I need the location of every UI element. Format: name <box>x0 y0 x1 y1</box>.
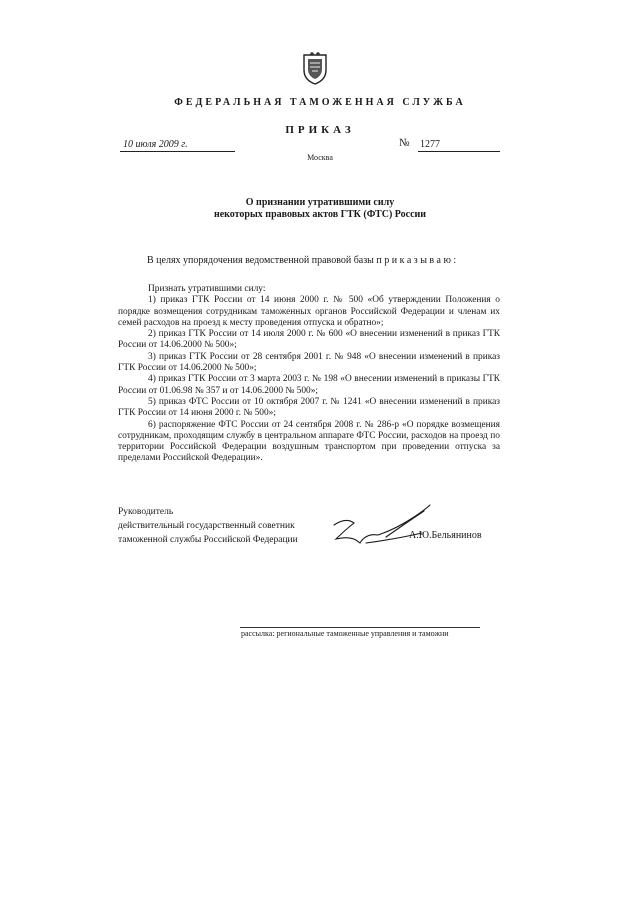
list-item: 4) приказ ГТК России от 3 марта 2003 г. № 198 «О внесении изменений в приказы ГТК России от 01.06.98 № 357 и от 14.06.2000 № 500»; <box>118 374 500 396</box>
signer-line-3: таможенной службы Российской Федерации <box>118 534 298 545</box>
signer-line-1: Руководитель <box>118 507 174 517</box>
mailing-divider <box>240 627 480 628</box>
signer-name: А.Ю.Бельянинов <box>409 530 482 541</box>
list-item: 3) приказ ГТК России от 28 сентября 2001 г. № 948 «О внесении изменений в приказ ГТК России от 14.06.2000 № 500»; <box>118 351 500 374</box>
list-item: 2) приказ ГТК России от 14 июля 2000 г. № 600 «О внесении изменений в приказ ГТК России от 14.06.2000 № 500»; <box>118 329 500 351</box>
body-lead: Признать утратившими силу: <box>148 284 266 294</box>
signer-title <box>118 506 298 547</box>
mailing-list: рассылка: региональные таможенные управления и таможни <box>241 629 449 638</box>
intro-text: В целях упорядочения ведомственной правовой базы <box>147 255 374 266</box>
intro-decree-word: приказываю: <box>376 255 459 266</box>
signer-line-2: действительный государственный советник <box>118 520 295 531</box>
document-type: ПРИКАЗ <box>285 124 355 136</box>
order-body <box>118 284 500 465</box>
order-number: 1277 <box>418 139 500 152</box>
title-line-2: некоторых правовых актов ГТК (ФТС) России <box>213 209 427 220</box>
list-item: 5) приказ ФТС России от 10 октября 2007 г. № 1241 «О внесении изменений в приказ ГТК России от 14 июня 2000 г. № 500»; <box>118 396 500 419</box>
coat-of-arms-icon <box>298 50 332 86</box>
order-title <box>0 197 640 221</box>
number-sign: № <box>399 137 410 149</box>
list-item: 1) приказ ГТК России от 14 июня 2000 г. № 500 «Об утверждении Положения о порядке возмещения сотрудникам таможенных органов Российской Федерации и членам их семей расходов на проезд к месту проведения отпуска и обратно»; <box>118 295 500 328</box>
city: Москва <box>307 153 333 162</box>
intro-paragraph <box>147 255 527 266</box>
organization-name: ФЕДЕРАЛЬНАЯ ТАМОЖЕННАЯ СЛУЖБА <box>174 97 466 108</box>
title-line-1: О признании утратившими силу <box>245 197 395 208</box>
list-item: 6) распоряжение ФТС России от 24 сентября 2008 г. № 286-р «О порядке возмещения сотрудникам, проходящим службу в центральном аппарате ФТС России, расходов на проезд по территории Российской Федерации воздушным транспортом при проведении отпуска за пределами Российской Федерации». <box>118 419 500 464</box>
order-date: 10 июля 2009 г. <box>120 139 235 152</box>
handwritten-signature <box>326 503 456 553</box>
